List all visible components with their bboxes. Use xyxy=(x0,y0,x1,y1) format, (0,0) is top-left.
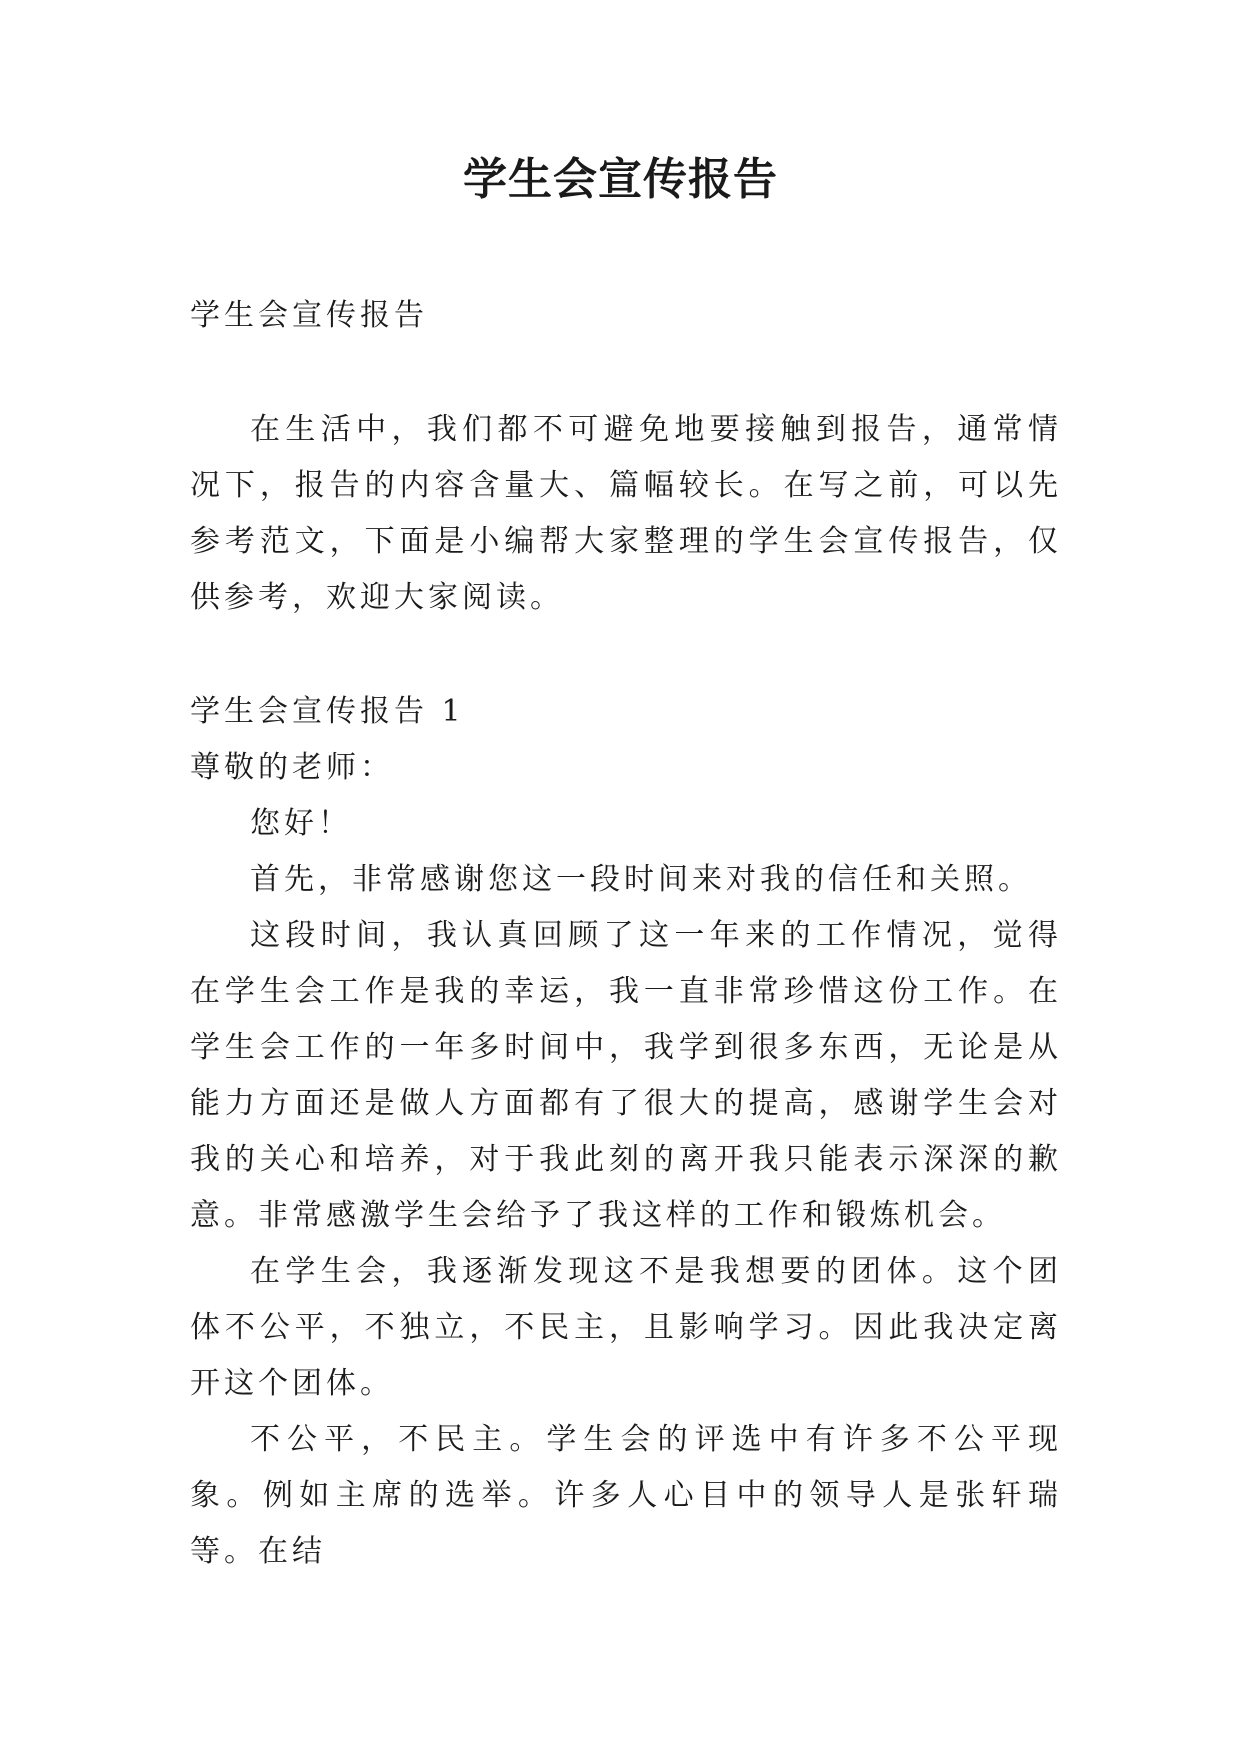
document-subtitle: 学生会宣传报告 xyxy=(190,298,428,333)
intro-paragraph: 在生活中，我们都不可避免地要接触到报告，通常情况下，报告的内容含量大、篇幅较长。在写之前，可以先参考范文，下面是小编帮大家整理的学生会宣传报告，仅供参考，欢迎大家阅读。 xyxy=(190,412,1062,615)
body-paragraph: 不公平，不民主。学生会的评选中有许多不公平现象。例如主席的选举。许多人心目中的领导人是张轩瑞等。在结 xyxy=(190,1422,1062,1569)
body-paragraph: 首先，非常感谢您这一段时间来对我的信任和关照。 xyxy=(250,862,1032,897)
body-paragraph: 这段时间，我认真回顾了这一年来的工作情况，觉得在学生会工作是我的幸运，我一直非常珍惜这份工作。在学生会工作的一年多时间中，我学到很多东西，无论是从能力方面还是做人方面都有了很大的提高，感谢学生会对我的关心和培养，对于我此刻的离开我只能表示深深的歉意。非常感激学生会给予了我这样的工作和锻炼机会。 xyxy=(190,918,1062,1233)
salutation: 尊敬的老师： xyxy=(190,750,394,785)
section-heading: 学生会宣传报告 1 xyxy=(190,694,465,729)
body-paragraph: 您好！ xyxy=(250,806,352,841)
document-title: 学生会宣传报告 xyxy=(463,154,778,205)
document-body xyxy=(190,288,1062,1580)
body-paragraph: 在学生会，我逐渐发现这不是我想要的团体。这个团体不公平，不独立，不民主，且影响学习。因此我决定离开这个团体。 xyxy=(190,1254,1062,1401)
